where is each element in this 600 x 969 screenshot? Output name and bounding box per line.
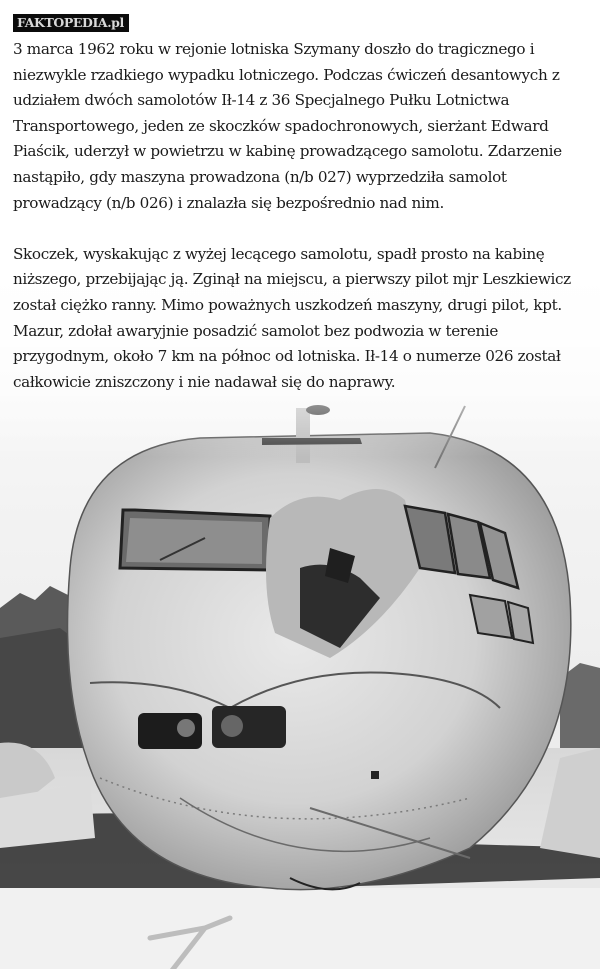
text-line: niższego, przebijając ją. Zginął na miejscu, a pierwszy pilot mjr Leszkiewicz (13, 270, 571, 289)
paragraph-2 (13, 242, 593, 396)
text-line: udziałem dwóch samolotów Ił-14 z 36 Specjalnego Pułku Lotnictwa (13, 91, 510, 110)
text-line: całkowicie zniszczony i nie nadawał się do naprawy. (13, 372, 396, 391)
text-line: nastąpiło, gdy maszyna prowadzona (n/b 027) wyprzedziła samolot (13, 167, 507, 186)
article-text (13, 37, 593, 395)
text-line: niezwykle rzadkiego wypadku lotniczego. Podczas ćwiczeń desantowych z (13, 65, 560, 84)
paragraph-1 (13, 37, 593, 216)
text-line: Skoczek, wyskakując z wyżej lecącego samolotu, spadł prosto na kabinę (13, 244, 545, 263)
text-line: Mazur, zdołał awaryjnie posadzić samolot bez podwozia w terenie (13, 321, 499, 340)
text-line: prowadzący (n/b 026) i znalazła się bezpośrednio nad nim. (13, 193, 444, 212)
text-line: został ciężko ranny. Mimo poważnych uszkodzeń maszyny, drugi pilot, kpt. (13, 295, 562, 314)
faktopedia-logo: FAKTOPEDIA.pl (13, 14, 129, 32)
text-line: Piaścik, uderzył w powietrzu w kabinę prowadzącego samolotu. Zdarzenie (13, 142, 562, 161)
text-line: przygodnym, około 7 km na północ od lotniska. Ił-14 o numerze 026 został (13, 347, 561, 366)
text-line: Transportowego, jeden ze skoczków spadochronowych, sierżant Edward (13, 116, 549, 135)
text-line: 3 marca 1962 roku w rejonie lotniska Szymany doszło do tragicznego i (13, 40, 535, 58)
